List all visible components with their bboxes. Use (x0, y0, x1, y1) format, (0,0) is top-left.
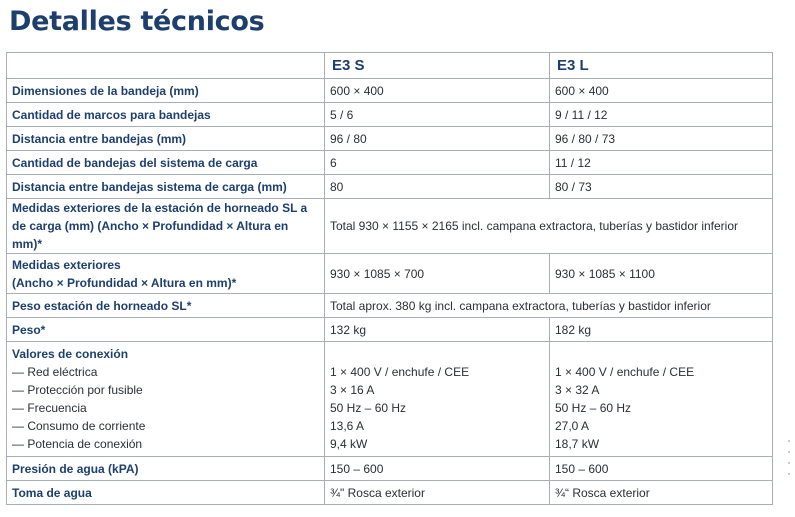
connection-sublabel: — Potencia de conexión (12, 437, 143, 451)
cell-e3l (550, 342, 773, 457)
cell-e3l: 930 × 1085 × 1100 (550, 254, 773, 294)
row-label: Cantidad de marcos para bandejas (7, 103, 325, 127)
cell-e3l: 600 × 400 (550, 79, 773, 103)
table-row (7, 127, 773, 151)
column-header-e3s: E3 S (325, 53, 550, 79)
row-label-line: Medidas exteriores (12, 257, 121, 272)
connection-value: 50 Hz – 60 Hz (330, 401, 407, 415)
table-row (7, 457, 773, 481)
row-label (7, 342, 325, 457)
connection-sublabel: — Consumo de corriente (12, 419, 146, 433)
row-label: Distancia entre bandejas sistema de carga (mm) (7, 175, 325, 199)
cell-e3l: 182 kg (550, 318, 773, 342)
table-row (7, 254, 773, 294)
cell-e3s (325, 342, 550, 457)
connection-value: 9,4 kW (330, 437, 368, 451)
cell-e3l: 80 / 73 (550, 175, 773, 199)
spec-table (6, 52, 773, 505)
cell-e3s: 930 × 1085 × 700 (325, 254, 550, 294)
table-row-connection (7, 342, 773, 457)
cell-e3s: 96 / 80 (325, 127, 550, 151)
cell-e3l: 150 – 600 (550, 457, 773, 481)
row-label: Peso* (7, 318, 325, 342)
connection-value: 50 Hz – 60 Hz (555, 401, 632, 415)
connection-sublabel: — Frecuencia (12, 401, 87, 415)
cell-e3s: 132 kg (325, 318, 550, 342)
connection-sublabel: — Red eléctrica (12, 365, 98, 379)
row-label (7, 254, 325, 294)
cell-e3s: 5 / 6 (325, 103, 550, 127)
column-header-label (7, 53, 325, 79)
table-row (7, 199, 773, 254)
row-label: Toma de agua (7, 481, 325, 505)
connection-value: 1 × 400 V / enchufe / CEE (555, 365, 695, 379)
page-title: Detalles técnicos (9, 6, 265, 37)
cell-e3l: 96 / 80 / 73 (550, 127, 773, 151)
row-label: Medidas exteriores de la estación de horneado SL a de carga (mm) (Ancho × Profundidad × Altura en mm)* (7, 199, 325, 254)
cell-e3l: 11 / 12 (550, 151, 773, 175)
row-label: Peso estación de horneado SL* (7, 294, 325, 318)
cell-merged: Total aprox. 380 kg incl. campana extractora, tuberías y bastidor inferior (325, 294, 773, 318)
column-header-e3l: E3 L (550, 53, 773, 79)
connection-title: Valores de conexión (12, 347, 129, 361)
cell-e3s: 80 (325, 175, 550, 199)
connection-sublabel: — Protección por fusible (12, 383, 143, 397)
table-row (7, 103, 773, 127)
table-header-row (7, 53, 773, 79)
cell-e3s: ¾" Rosca exterior (325, 481, 550, 505)
cell-e3s: 150 – 600 (325, 457, 550, 481)
connection-value: 27,0 A (555, 419, 590, 433)
connection-value: 3 × 32 A (555, 383, 600, 397)
table-row (7, 481, 773, 505)
row-label: Dimensiones de la bandeja (mm) (7, 79, 325, 103)
table-row (7, 294, 773, 318)
cell-e3l: 9 / 11 / 12 (550, 103, 773, 127)
row-label-line: (Ancho × Profundidad × Altura en mm)* (12, 275, 237, 290)
connection-value: 18,7 kW (555, 437, 600, 451)
edge-decoration (788, 440, 792, 484)
cell-e3s: 600 × 400 (325, 79, 550, 103)
connection-value: 13,6 A (330, 419, 365, 433)
table-row (7, 175, 773, 199)
table-row (7, 79, 773, 103)
connection-value: 3 × 16 A (330, 383, 375, 397)
table-row (7, 151, 773, 175)
cell-e3s: 6 (325, 151, 550, 175)
row-label: Distancia entre bandejas (mm) (7, 127, 325, 151)
row-label: Cantidad de bandejas del sistema de carga (7, 151, 325, 175)
row-label: Presión de agua (kPA) (7, 457, 325, 481)
table-row (7, 318, 773, 342)
cell-merged: Total 930 × 1155 × 2165 incl. campana extractora, tuberías y bastidor inferior (325, 199, 773, 254)
connection-value: 1 × 400 V / enchufe / CEE (330, 365, 470, 379)
cell-e3l: ¾“ Rosca exterior (550, 481, 773, 505)
